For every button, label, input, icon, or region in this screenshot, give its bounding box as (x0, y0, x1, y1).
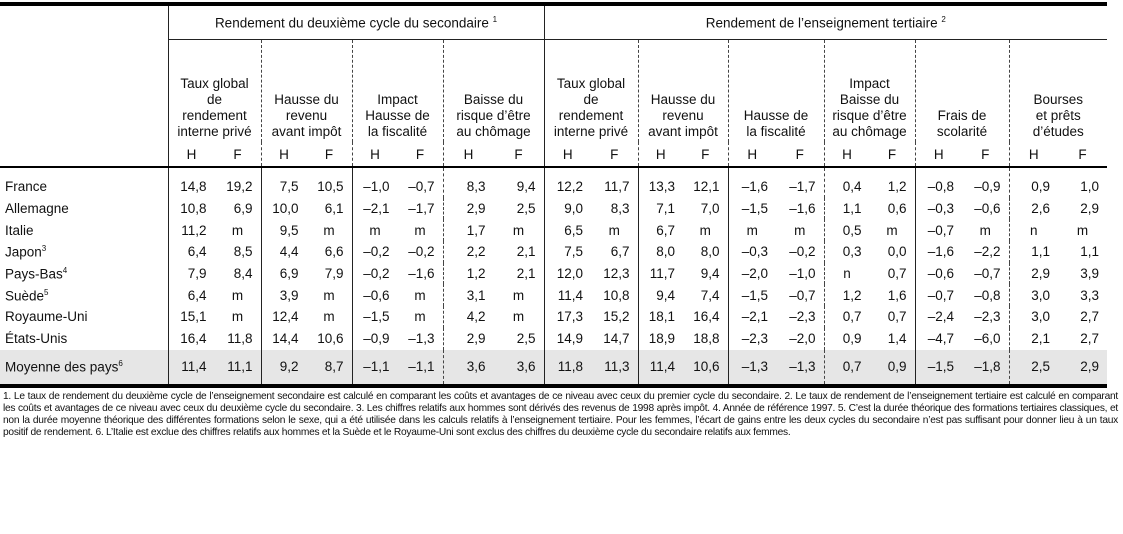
data-cell: 12,3 (603, 266, 630, 282)
sex-header-h: H (915, 142, 962, 167)
table-row (0, 219, 1107, 241)
data-cell: 15,2 (603, 309, 630, 325)
sex-header-h: H (352, 142, 398, 167)
column-group-header: Impact Baisse du risque d’être au chômage (824, 40, 915, 143)
column-group-header: Hausse du revenu avant impôt (638, 40, 728, 143)
data-cell: 17,3 (544, 306, 591, 328)
column-group-header: Impact Hausse de la fiscalité (352, 40, 443, 143)
data-cell: 2,9 (1058, 350, 1107, 386)
country-name: Pays-Bas (5, 266, 63, 282)
section-title: Rendement du deuxième cycle du secondaire (214, 15, 489, 31)
data-cell: 16,4 (168, 328, 215, 350)
data-cell: –1,5 (728, 198, 776, 220)
table-row (0, 306, 1107, 328)
data-cell: 4,4 (261, 241, 307, 263)
data-cell: m (512, 222, 525, 238)
data-cell: 13,3 (638, 167, 683, 198)
footnote-ref: 1 (492, 14, 498, 24)
data-cell: –0,7 (974, 266, 1001, 282)
column-group-header: Bourses et prêts d’études (1009, 40, 1107, 143)
sex-header-h: H (728, 142, 776, 167)
row-label (0, 350, 168, 386)
data-cell: 0,7 (887, 266, 907, 282)
row-label (0, 284, 168, 306)
footnote-ref: 4 (62, 265, 68, 275)
data-cell: –2,0 (789, 331, 816, 347)
data-cell: –1,8 (962, 350, 1009, 386)
data-cell: 0,0 (887, 244, 907, 260)
data-cell: 0,5 (824, 219, 870, 241)
row-label (0, 198, 168, 220)
data-cell: –0,7 (408, 179, 435, 195)
data-cell: 1,7 (443, 219, 494, 241)
row-label (0, 241, 168, 263)
table-row (0, 350, 1107, 386)
section-header-secondary (168, 4, 544, 40)
data-cell: –2,1 (728, 306, 776, 328)
data-cell: 14,9 (544, 328, 591, 350)
data-cell: m (231, 287, 244, 303)
data-cell: –1,6 (915, 241, 962, 263)
data-cell: 6,9 (261, 263, 307, 285)
data-cell: 8,0 (638, 241, 683, 263)
data-cell: m (1076, 222, 1089, 238)
data-cell: –1,5 (352, 306, 398, 328)
data-cell: –0,7 (915, 284, 962, 306)
data-cell: 3,6 (494, 350, 545, 386)
row-label (0, 306, 168, 328)
column-group-header: Baisse du risque d’être au chômage (443, 40, 544, 143)
sex-header-f: F (494, 142, 545, 167)
data-cell: 6,7 (610, 244, 630, 260)
data-cell: –1,0 (789, 266, 816, 282)
data-cell: m (728, 219, 776, 241)
data-cell: 0,7 (887, 309, 907, 325)
sex-header-h: H (168, 142, 215, 167)
data-cell: 3,9 (1080, 266, 1100, 282)
data-cell: 9,4 (638, 284, 683, 306)
data-cell: 11,4 (638, 350, 683, 386)
data-cell: –1,1 (398, 350, 444, 386)
data-cell: 9,2 (261, 350, 307, 386)
data-cell: 2,1 (516, 266, 536, 282)
data-cell: 8,4 (233, 266, 253, 282)
sex-header-f: F (215, 142, 262, 167)
country-name: Royaume-Uni (5, 309, 88, 325)
data-cell: m (699, 222, 711, 238)
data-cell: 0,7 (824, 306, 870, 328)
data-cell: –2,2 (974, 244, 1001, 260)
column-group-header: Taux global de rendement interne privé (168, 40, 261, 143)
data-cell: m (608, 222, 620, 238)
data-cell: 6,5 (544, 219, 591, 241)
data-cell: 2,7 (1080, 331, 1100, 347)
data-cell: m (231, 309, 244, 325)
data-cell: 2,5 (1009, 350, 1058, 386)
data-cell: m (414, 309, 426, 325)
data-cell: 6,4 (168, 241, 215, 263)
data-cell: –0,6 (352, 284, 398, 306)
data-cell: m (323, 287, 335, 303)
data-cell: m (323, 309, 335, 325)
footnote-ref: 6 (118, 358, 123, 368)
data-cell: –1,3 (408, 331, 435, 347)
data-cell: 1,1 (1009, 241, 1058, 263)
row-label (0, 167, 168, 198)
data-cell: 4,2 (443, 306, 494, 328)
data-cell: 7,4 (700, 287, 720, 303)
data-cell: 2,9 (443, 198, 494, 220)
country-name: États-Unis (5, 331, 68, 347)
data-cell: 6,1 (324, 201, 344, 217)
corner-cell (0, 4, 168, 40)
sex-header-f: F (398, 142, 444, 167)
data-cell: 2,9 (1080, 201, 1100, 217)
data-cell: 14,4 (261, 328, 307, 350)
column-group-header: Taux global de rendement interne privé (544, 40, 638, 143)
data-cell: 18,1 (638, 306, 683, 328)
data-cell: –2,0 (728, 263, 776, 285)
data-cell: 3,6 (443, 350, 494, 386)
table-row (0, 167, 1107, 198)
country-name: Moyenne des pays (5, 359, 119, 375)
data-cell: 11,1 (215, 350, 262, 386)
data-cell: –0,2 (789, 244, 816, 260)
sex-header-f: F (1058, 142, 1107, 167)
data-cell: 1,1 (824, 198, 870, 220)
column-group-header: Frais de scolarité (915, 40, 1009, 143)
data-cell: –0,9 (974, 179, 1001, 195)
data-cell: 7,0 (700, 201, 720, 217)
data-cell: –6,0 (974, 331, 1001, 347)
data-cell: 2,9 (443, 328, 494, 350)
data-cell: 3,3 (1080, 287, 1100, 303)
data-cell: –0,3 (728, 241, 776, 263)
data-cell: 11,8 (544, 350, 591, 386)
footnotes: 1. Le taux de rendement du deuxième cycle de l’enseignement secondaire est calculé en comparant les coûts et avantages de ce niveau avec ceux du premier cycle du secondaire. 2. Le taux de rendement de l’enseignement tertiaire est calculé en comparant les coûts et avantages de ce niveau avec ceux du deuxième cycle du secondaire. 3. Les chiffres relatifs aux hommes sont dérivés des revenus de 1998 après impôt. 4. Année de référence 1997. 5. C’est la durée théorique des formations tertiaires classiques, et non la durée moyenne théorique des différentes formations selon le sexe, qui a été utilisée dans les calculs relatifs à l’enseignement tertiaire. Pour les femmes, l’écart de gains entre les deux cycles du secondaire n’est pas suffisant pour donner lieu à un taux positif de rendement. 6. L’Italie est exclue des chiffres relatifs aux hommes et la Suède et le Royaume-Uni sont exclus des chiffres du deuxième cycle du secondaire relatifs aux femmes. (3, 390, 1118, 439)
data-cell: 8,7 (307, 350, 353, 386)
data-cell: 1,0 (1080, 179, 1100, 195)
data-cell: 11,7 (604, 179, 630, 195)
data-cell: –0,7 (915, 219, 962, 241)
footnote-ref: 2 (941, 14, 946, 24)
data-cell: 11,8 (227, 331, 253, 347)
row-label (0, 219, 168, 241)
sex-header-f: F (683, 142, 728, 167)
data-cell: –0,3 (915, 198, 962, 220)
data-cell: –2,1 (352, 198, 398, 220)
data-cell: 12,2 (544, 167, 591, 198)
data-cell: m (352, 219, 398, 241)
data-cell: 6,4 (168, 284, 215, 306)
data-cell: –1,5 (915, 350, 962, 386)
data-cell: 10,8 (168, 198, 215, 220)
section-header-tertiary (544, 4, 1107, 40)
column-group-header: Hausse de la fiscalité (728, 40, 824, 143)
data-cell: 19,2 (226, 179, 253, 195)
data-cell: 7,9 (168, 263, 215, 285)
data-cell: 12,1 (693, 179, 720, 195)
sex-header-f: F (870, 142, 916, 167)
sex-header-h: H (544, 142, 591, 167)
table-row (0, 328, 1107, 350)
data-cell: 0,7 (824, 350, 870, 386)
data-cell: m (414, 287, 426, 303)
data-cell: 0,9 (824, 328, 870, 350)
table-row (0, 241, 1107, 263)
data-cell: –1,6 (408, 266, 435, 282)
data-cell: m (794, 222, 806, 238)
data-cell: –0,7 (789, 287, 816, 303)
data-cell: 10,6 (317, 331, 344, 347)
data-cell: 3,9 (261, 284, 307, 306)
country-name: Suède (5, 288, 45, 304)
data-cell: 1,4 (887, 331, 907, 347)
data-cell: m (512, 309, 525, 325)
data-cell: –0,6 (974, 201, 1001, 217)
data-cell: –2,3 (728, 328, 776, 350)
data-cell: 8,5 (233, 244, 253, 260)
corner-cell (0, 142, 168, 167)
sex-header-h: H (261, 142, 307, 167)
data-cell: 0,3 (824, 241, 870, 263)
data-cell: 7,1 (638, 198, 683, 220)
data-cell: –1,7 (789, 179, 816, 195)
data-cell: 1,2 (887, 179, 907, 195)
data-cell: 1,2 (824, 284, 870, 306)
data-cell: –1,0 (352, 167, 398, 198)
country-name: France (5, 179, 48, 195)
data-cell: 0,9 (1009, 167, 1058, 198)
data-cell: 11,4 (168, 350, 215, 386)
data-cell: 11,7 (638, 263, 683, 285)
data-cell: 10,0 (261, 198, 307, 220)
sex-header-f: F (591, 142, 638, 167)
data-cell: –4,7 (915, 328, 962, 350)
data-cell: 3,1 (443, 284, 494, 306)
data-cell: 2,7 (1080, 309, 1100, 325)
data-cell: 0,6 (887, 201, 907, 217)
row-label (0, 263, 168, 285)
data-cell: 1,1 (1080, 244, 1100, 260)
sex-header-h: H (1009, 142, 1058, 167)
data-cell: 6,7 (638, 219, 683, 241)
data-cell: 9,4 (516, 179, 536, 195)
table-row (0, 198, 1107, 220)
footnote-ref: 3 (41, 244, 47, 254)
data-cell: m (979, 222, 991, 238)
country-name: Allemagne (5, 201, 69, 217)
country-name: Italie (5, 222, 34, 238)
data-cell: 1,2 (443, 263, 494, 285)
data-cell: 8,3 (443, 167, 494, 198)
data-cell: 18,9 (638, 328, 683, 350)
data-cell: 12,0 (544, 263, 591, 285)
sex-header-f: F (307, 142, 353, 167)
data-cell: 8,3 (610, 201, 630, 217)
sex-header-f: F (962, 142, 1009, 167)
table-row (0, 263, 1107, 285)
data-cell: –2,3 (974, 309, 1001, 325)
footnote-ref: 5 (44, 287, 49, 297)
data-cell: 15,1 (168, 306, 215, 328)
sex-header-h: H (638, 142, 683, 167)
data-cell: 3,0 (1009, 284, 1058, 306)
data-cell: m (323, 222, 335, 238)
data-cell: –0,2 (408, 244, 435, 260)
data-cell: 2,1 (1009, 328, 1058, 350)
data-cell: 2,5 (516, 201, 536, 217)
data-cell: n (1009, 219, 1058, 241)
data-cell: m (512, 287, 525, 303)
data-cell: 7,5 (261, 167, 307, 198)
sex-header-h: H (443, 142, 494, 167)
data-cell: –0,6 (915, 263, 962, 285)
data-cell: 14,7 (603, 331, 630, 347)
column-group-header: Hausse du revenu avant impôt (261, 40, 352, 143)
data-cell: –1,6 (728, 167, 776, 198)
country-name: Japon (5, 244, 42, 260)
data-cell: 10,5 (317, 179, 344, 195)
data-cell: 11,4 (544, 284, 591, 306)
data-cell: 6,6 (324, 244, 344, 260)
data-cell: 11,2 (168, 219, 215, 241)
data-cell: 16,4 (693, 309, 720, 325)
data-cell: –1,3 (776, 350, 824, 386)
data-cell: –2,3 (789, 309, 816, 325)
data-cell: 12,4 (261, 306, 307, 328)
data-cell: 10,8 (603, 287, 630, 303)
data-cell: –1,7 (408, 201, 435, 217)
corner-cell (0, 40, 168, 143)
data-cell: 6,9 (233, 201, 253, 217)
data-cell: –0,9 (352, 328, 398, 350)
data-cell: 9,5 (261, 219, 307, 241)
row-label (0, 328, 168, 350)
data-cell: 14,8 (168, 167, 215, 198)
section-title: Rendement de l’enseignement tertiaire (705, 15, 938, 31)
returns-table (0, 2, 1107, 388)
data-cell: 3,0 (1009, 306, 1058, 328)
sex-header-f: F (776, 142, 824, 167)
data-cell: 18,8 (693, 331, 720, 347)
data-cell: 2,1 (516, 244, 536, 260)
data-cell: 7,5 (544, 241, 591, 263)
data-cell: 7,9 (324, 266, 344, 282)
data-cell: –1,6 (789, 201, 816, 217)
data-cell: 2,9 (1009, 263, 1058, 285)
data-cell: 10,6 (683, 350, 728, 386)
data-cell: m (414, 222, 426, 238)
data-cell: 1,6 (887, 287, 907, 303)
data-cell: 8,0 (700, 244, 720, 260)
table-row (0, 284, 1107, 306)
data-cell: –1,3 (728, 350, 776, 386)
data-cell: –0,8 (915, 167, 962, 198)
data-cell: –0,2 (352, 241, 398, 263)
data-cell: 2,6 (1009, 198, 1058, 220)
data-cell: –1,1 (352, 350, 398, 386)
data-cell: –2,4 (915, 306, 962, 328)
data-cell: 2,2 (443, 241, 494, 263)
data-cell: 9,4 (700, 266, 720, 282)
sex-header-h: H (824, 142, 870, 167)
data-cell: m (886, 222, 898, 238)
data-cell: 11,3 (591, 350, 638, 386)
data-cell: –0,2 (352, 263, 398, 285)
data-cell: 0,4 (824, 167, 870, 198)
data-cell: 0,9 (870, 350, 916, 386)
data-cell: 2,5 (516, 331, 536, 347)
data-cell: m (231, 222, 244, 238)
data-cell: –1,5 (728, 284, 776, 306)
data-cell: n (824, 263, 870, 285)
data-cell: 9,0 (544, 198, 591, 220)
data-cell: –0,8 (974, 287, 1001, 303)
